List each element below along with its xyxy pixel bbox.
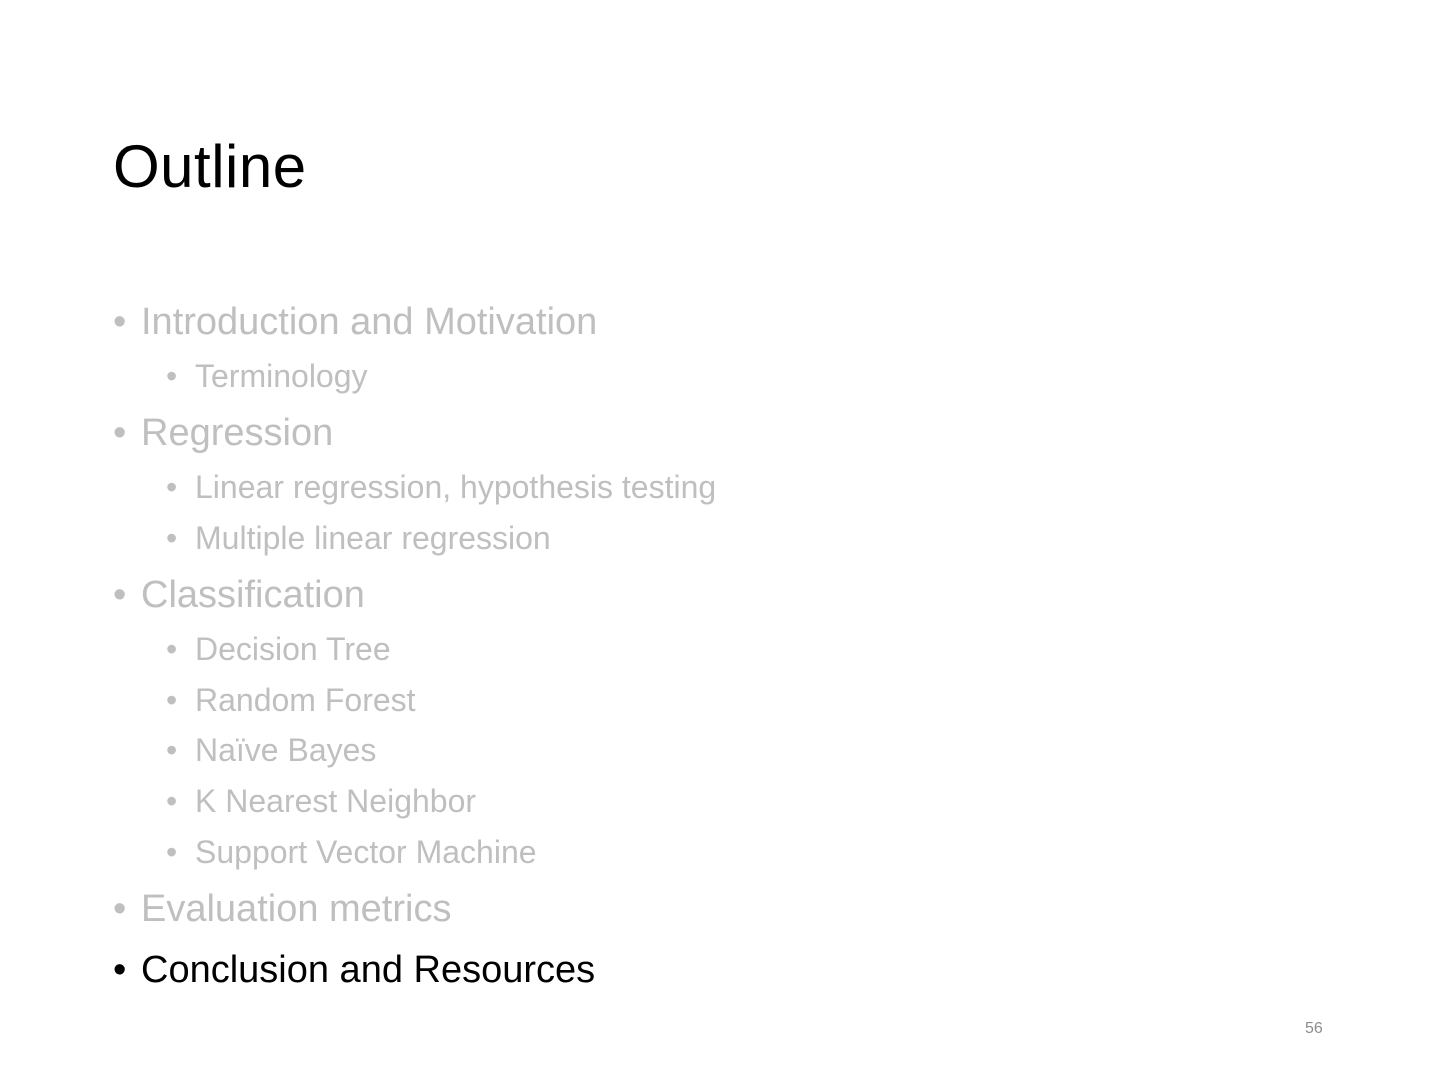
bullet: • xyxy=(113,301,127,343)
bullet: • xyxy=(166,834,178,870)
outline-item-regression xyxy=(113,411,333,455)
bullet: • xyxy=(166,783,178,819)
outline-item-label: Conclusion and Resources xyxy=(141,949,596,991)
outline-item-introduction-and-motivation xyxy=(113,300,597,344)
bullet: • xyxy=(113,412,127,454)
bullet: • xyxy=(166,631,178,667)
bullet: • xyxy=(113,949,127,991)
outline-subitem-label: Linear regression, hypothesis testing xyxy=(195,469,717,505)
bullet: • xyxy=(166,520,178,556)
bullet: • xyxy=(113,574,127,616)
outline-item-label: Introduction and Motivation xyxy=(141,301,598,343)
outline-subitem-label: Support Vector Machine xyxy=(195,834,537,870)
outline-subitem-label: K Nearest Neighbor xyxy=(195,783,477,819)
outline-item-conclusion-and-resources xyxy=(113,948,595,992)
bullet: • xyxy=(113,888,127,930)
page-number: 56 xyxy=(1305,1020,1323,1037)
outline-subitem-label: Naïve Bayes xyxy=(195,732,377,768)
bullet: • xyxy=(166,732,178,768)
outline-subitem-support-vector-machine xyxy=(166,833,537,871)
outline-item-label: Regression xyxy=(141,412,334,454)
outline-item-classification xyxy=(113,573,365,617)
outline-subitem-label: Decision Tree xyxy=(195,631,391,667)
outline-subitem-random-forest xyxy=(166,681,416,719)
outline-subitem-linear-regression xyxy=(166,468,716,506)
outline-item-label: Classification xyxy=(141,574,365,616)
outline-item-label: Evaluation metrics xyxy=(141,888,452,930)
bullet: • xyxy=(166,358,178,394)
outline-subitem-label: Random Forest xyxy=(195,682,416,718)
outline-subitem-naive-bayes xyxy=(166,731,376,769)
slide-title: Outline xyxy=(113,133,307,200)
outline-subitem-label: Multiple linear regression xyxy=(195,520,551,556)
outline-subitem-decision-tree xyxy=(166,630,391,668)
bullet: • xyxy=(166,469,178,505)
outline-subitem-k-nearest-neighbor xyxy=(166,782,476,820)
outline-subitem-terminology xyxy=(166,357,368,395)
outline-subitem-multiple-linear-regression xyxy=(166,519,551,557)
outline-subitem-label: Terminology xyxy=(195,358,368,394)
outline-item-evaluation-metrics xyxy=(113,887,451,931)
bullet: • xyxy=(166,682,178,718)
